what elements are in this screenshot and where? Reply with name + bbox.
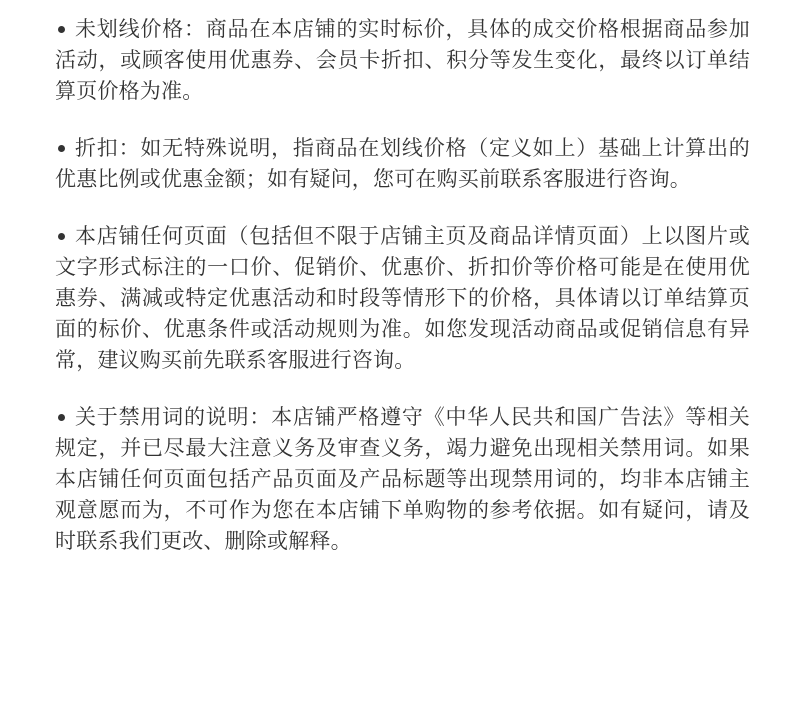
notice-item-page-prices — [55, 221, 750, 376]
notice-item-strikethrough-price — [55, 14, 750, 107]
notice-text: 折扣：如无特殊说明，指商品在划线价格（定义如上）基础上计算出的优惠比例或优惠金额；如有疑问，您可在购买前联系客服进行咨询。 — [55, 136, 750, 191]
notice-text: 关于禁用词的说明：本店铺严格遵守《中华人民共和国广告法》等相关规定，并已尽最大注意义务及审查义务，竭力避免出现相关禁用词。如果本店铺任何页面包括产品页面及产品标题等出现禁用词的，均非本店铺主观意愿而为，不可作为您在本店铺下单购物的参考依据。如有疑问，请及时联系我们更改、删除或解释。 — [55, 405, 750, 553]
bullet-icon — [58, 233, 65, 240]
notice-text: 本店铺任何页面（包括但不限于店铺主页及商品详情页面）上以图片或文字形式标注的一口价、促销价、优惠价、折扣价等价格可能是在使用优惠券、满减或特定优惠活动和时段等情形下的价格，具体请以订单结算页面的标价、优惠条件或活动规则为准。如您发现活动商品或促销信息有异常，建议购买前先联系客服进行咨询。 — [55, 224, 750, 372]
bullet-icon — [58, 145, 65, 152]
bullet-icon — [58, 414, 65, 421]
notice-text: 未划线价格：商品在本店铺的实时标价，具体的成交价格根据商品参加活动，或顾客使用优惠券、会员卡折扣、积分等发生变化，最终以订单结算页价格为准。 — [55, 17, 750, 103]
bullet-icon — [58, 26, 65, 33]
notice-item-discount — [55, 133, 750, 195]
notice-list — [55, 14, 750, 557]
notice-item-banned-words — [55, 402, 750, 557]
